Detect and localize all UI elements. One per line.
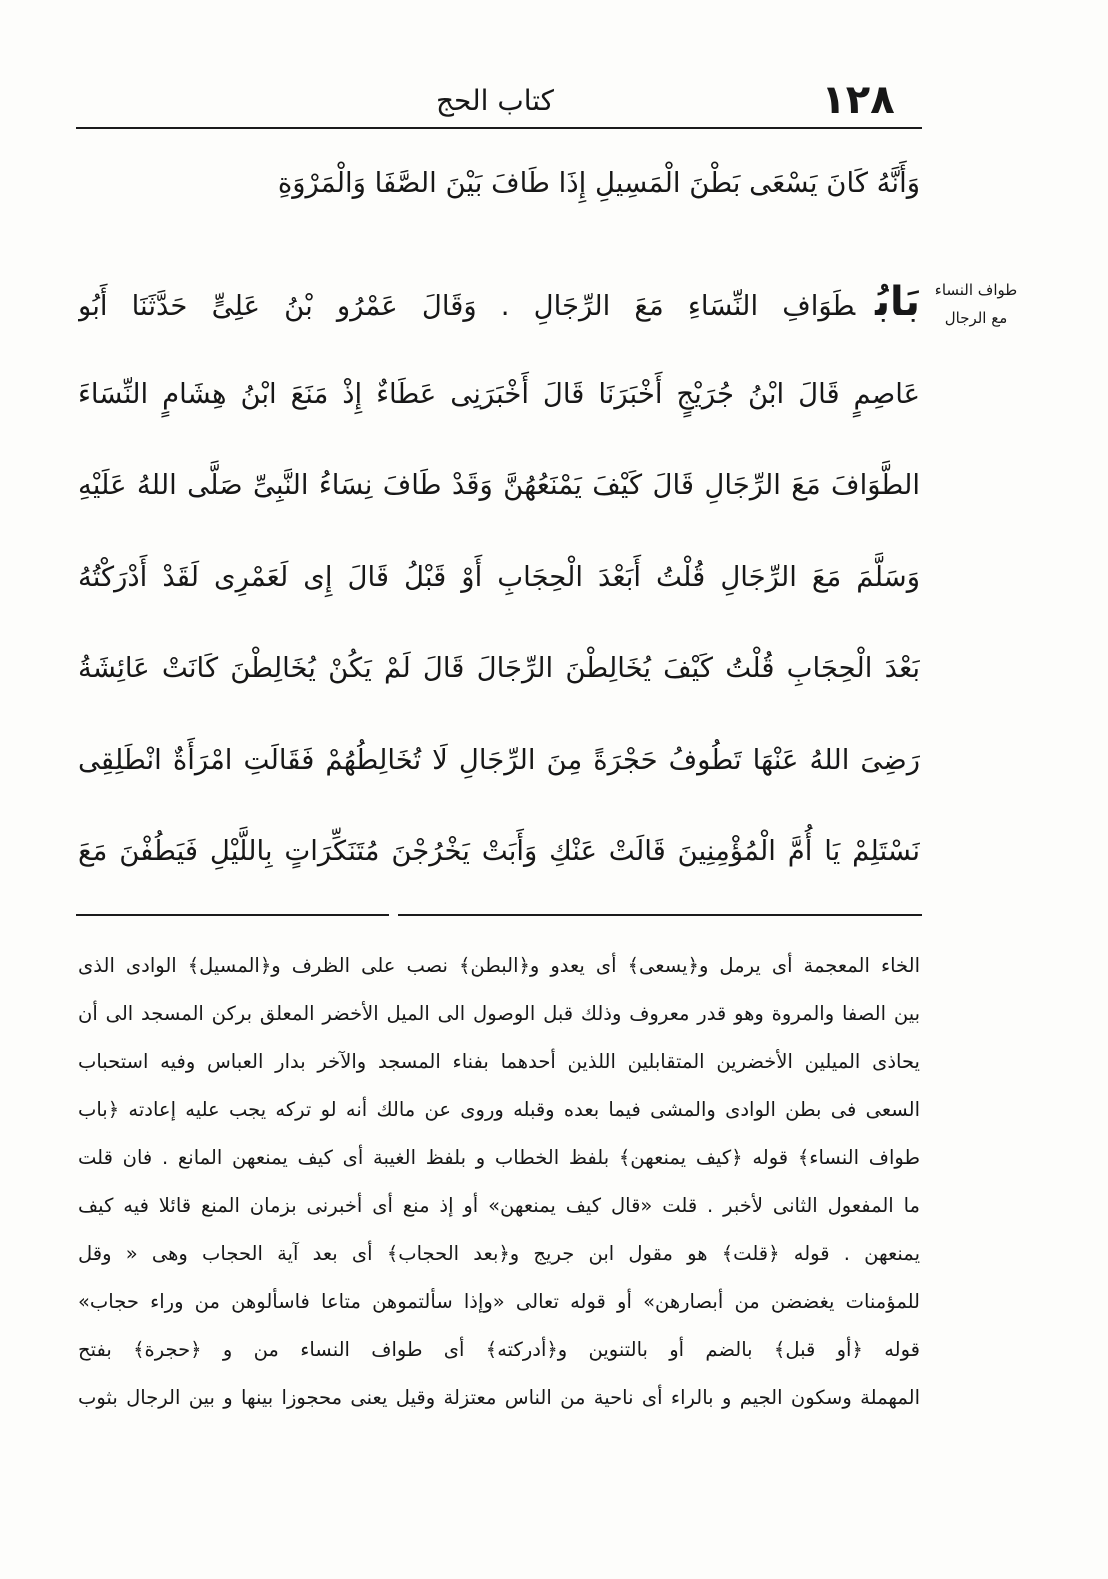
footnote-line — [78, 1230, 920, 1278]
chapter-label-bab: بَابُ — [875, 279, 920, 325]
footnote-text: يمنعهن . قوله ﴿قلت﴾ هو مقول ابن جريج و﴿بعد الحجاب﴾ أى بعد آية الحجاب وهى « وقل — [78, 1242, 920, 1265]
margin-note-line — [928, 276, 1024, 304]
footnote-text: طواف النساء﴾ قوله ﴿كيف يمنعهن﴾ بلفظ الخطاب و بلفظ الغيبة أى كيف يمنعهن المانع . فان قلت — [78, 1146, 920, 1169]
footnote-line — [78, 1278, 920, 1326]
main-text-line — [78, 623, 920, 715]
continuation-line — [78, 148, 920, 218]
chapter-heading-line — [78, 257, 920, 349]
main-text-line — [78, 532, 920, 624]
main-text-content: بَعْدَ الْحِجَابِ قُلْتُ كَيْفَ يُخَالِطْنَ الرِّجَالَ قَالَ لَمْ يَكُنْ يُخَالِطْنَ كَانَتْ عَائِشَةُ — [78, 652, 920, 684]
main-text-line — [78, 440, 920, 532]
footnote-rule — [398, 914, 922, 916]
running-title: كتاب الحج — [435, 84, 555, 117]
footnote-rule — [76, 914, 389, 916]
chapter-heading — [78, 279, 920, 325]
main-text-content: رَضِىَ اللهُ عَنْهَا تَطُوفُ حَجْرَةً مِنَ الرِّجَالِ لَا تُخَالِطُهُمْ فَقَالَتِ امْرَأَةٌ انْطَلِقِى — [78, 743, 920, 776]
page-number: ١٢٨ — [821, 77, 895, 123]
footnote-line — [78, 942, 920, 990]
footnotes — [78, 942, 920, 1422]
main-text — [78, 257, 920, 898]
main-text-line — [78, 715, 920, 807]
footnote-text: ما المفعول الثانى لأخبر . قلت «قال كيف يمنعهن» أو إذ منع أى أخبرنى بزمان المنع قائلا فيه كيف — [78, 1194, 920, 1217]
footnote-text: قوله ﴿أو قبل﴾ بالضم أو بالتنوين و﴿أدركته﴾ أى طواف النساء من و ﴿حجرة﴾ بفتح — [78, 1338, 920, 1361]
margin-note-text: مع الرجال — [944, 309, 1008, 327]
footnote-line — [78, 990, 920, 1038]
main-text-content: وَسَلَّمَ مَعَ الرِّجَالِ قُلْتُ أَبَعْدَ الْحِجَابِ أَوْ قَبْلُ قَالَ إِى لَعَمْرِى لَقَدْ أَدْرَكْتُهُ — [78, 560, 920, 593]
footnote-text: بين الصفا والمروة وهو قدر معروف وذلك قبل الوصول الى الميل الأخضر المعلق بركن المسجد الى أن — [78, 1002, 920, 1025]
footnote-text: المهملة وسكون الجيم و بالراء أى ناحية من الناس معتزلة وقيل يعنى محجوزا بينها و بين الرجال بثوب — [78, 1386, 920, 1409]
footnote-line — [78, 1374, 920, 1422]
margin-note — [928, 276, 1024, 332]
margin-note-line — [928, 304, 1024, 332]
main-text-line — [78, 806, 920, 898]
main-text-line — [78, 349, 920, 441]
main-text-content: عَاصِمٍ قَالَ ابْنُ جُرَيْجٍ أَخْبَرَنَا قَالَ أَخْبَرَنِى عَطَاءٌ إِذْ مَنَعَ ابْنُ هِشَامٍ النِّسَاءَ — [78, 377, 920, 410]
footnote-line — [78, 1038, 920, 1086]
main-text-content: نَسْتَلِمْ يَا أُمَّ الْمُؤْمِنِينَ قَالَتْ عَنْكِ وَأَبَتْ يَخْرُجْنَ مُتَنَكِّرَاتٍ بِاللَّيْلِ فَيَطُفْنَ مَعَ — [78, 835, 920, 867]
footnote-line — [78, 1182, 920, 1230]
footnote-line — [78, 1086, 920, 1134]
footnote-text: السعى فى بطن الوادى والمشى فيما بعده وقبله وروى عن مالك أنه لو تركه يجب عليه إعادته ﴿باب — [78, 1098, 920, 1121]
main-text-content: الطَّوَافَ مَعَ الرِّجَالِ قَالَ كَيْفَ يَمْنَعُهُنَّ وَقَدْ طَافَ نِسَاءُ النَّبِىِّ صَلَّى اللهُ عَلَيْهِ — [78, 469, 920, 501]
continuation-text: وَأَنَّهُ كَانَ يَسْعَى بَطْنَ الْمَسِيلِ إِذَا طَافَ بَيْنَ الصَّفَا وَالْمَرْوَةِ — [277, 167, 920, 199]
chapter-title-text: طَوَافِ النِّسَاءِ مَعَ الرِّجَالِ . وَقَالَ عَمْرُو بْنُ عَلِىٍّ حَدَّثَنَا أَبُو — [78, 290, 856, 322]
margin-note-text: طواف النساء — [934, 281, 1018, 299]
footnote-line — [78, 1326, 920, 1374]
footnote-text: يحاذى الميلين الأخضرين المتقابلين اللذين أحدهما بفناء المسجد والآخر بدار العباس وفيه استحباب — [78, 1050, 920, 1073]
footnote-text: الخاء المعجمة أى يرمل و﴿يسعى﴾ أى يعدو و﴿البطن﴾ نصب على الظرف و﴿المسيل﴾ الوادى الذى — [78, 954, 920, 977]
footnote-line — [78, 1134, 920, 1182]
footnote-text: للمؤمنات يغضضن من أبصارهن» أو قوله تعالى «وإذا سألتموهن متاعا فاسألوهن من وراء حجاب» — [78, 1290, 920, 1313]
header-rule — [76, 127, 922, 129]
